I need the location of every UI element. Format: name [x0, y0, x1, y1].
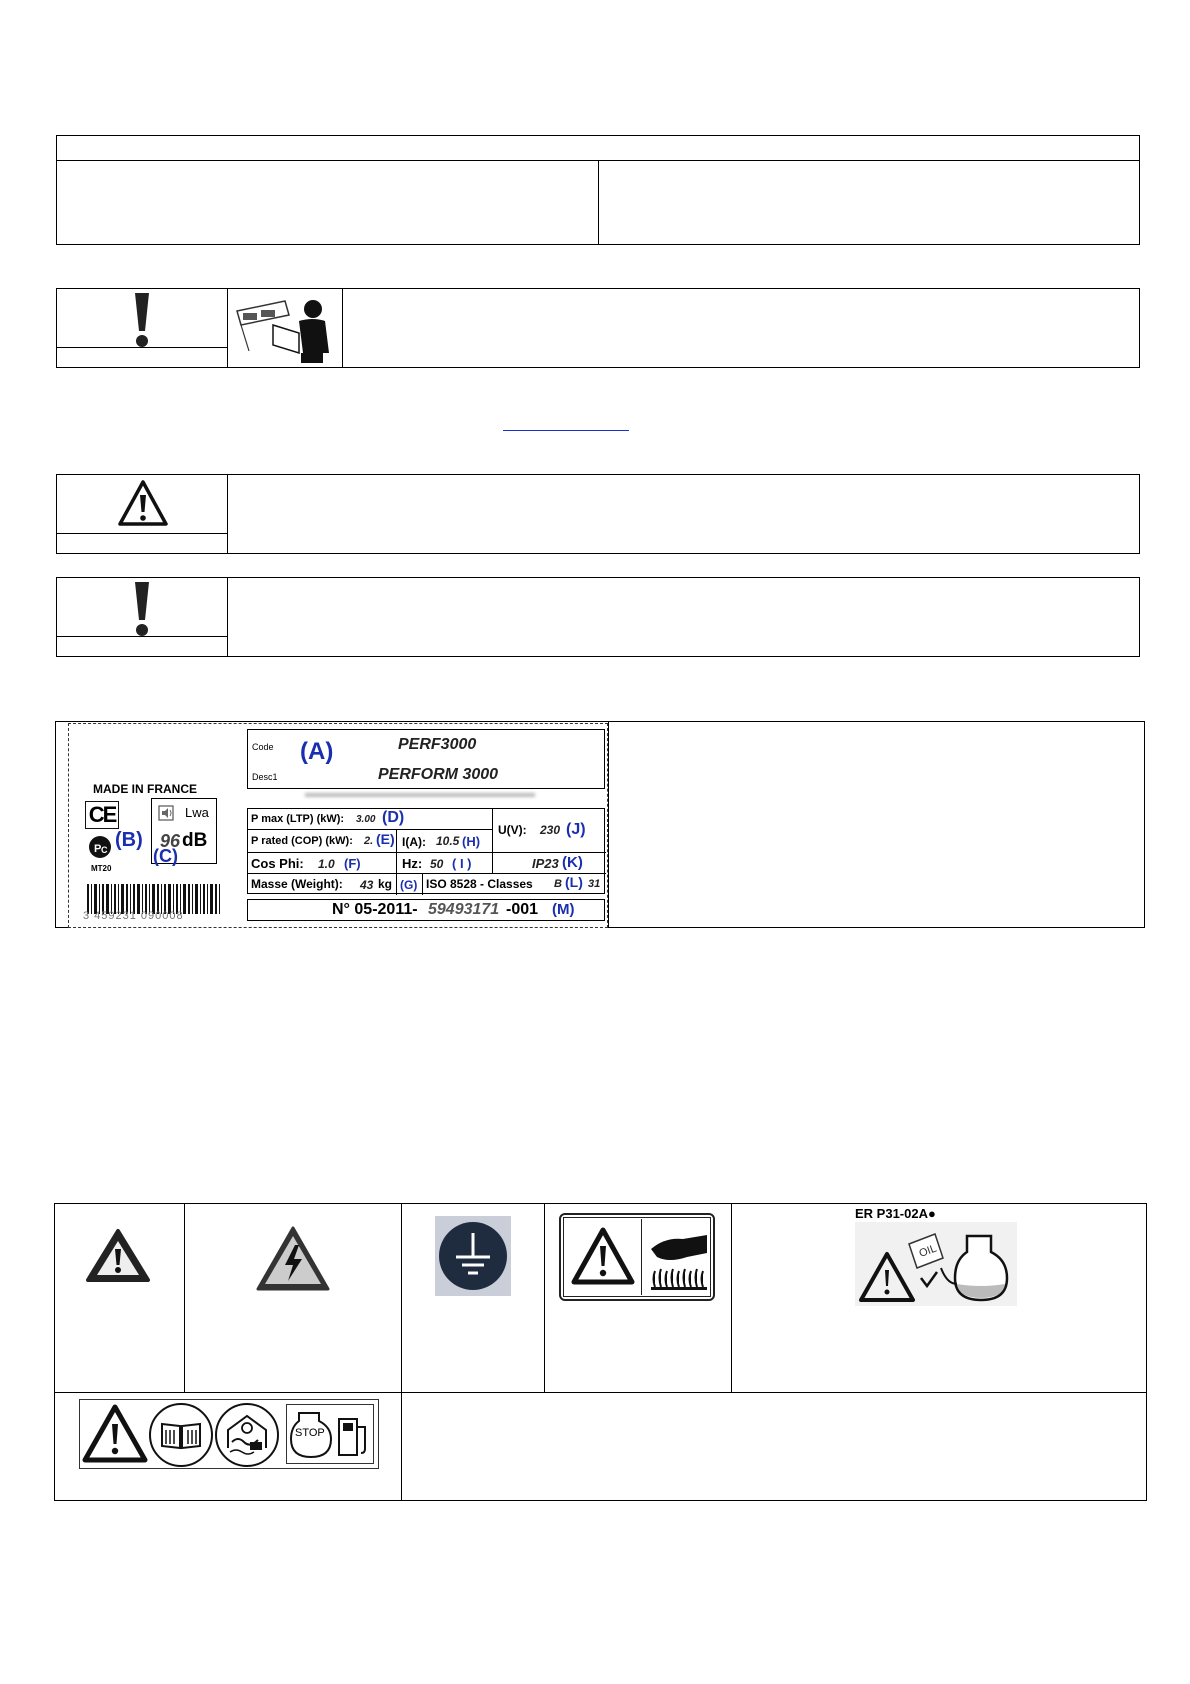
label-letter-a: (A) [300, 738, 334, 765]
db-unit: dB [182, 830, 208, 851]
made-in-label: MADE IN FRANCE [93, 782, 197, 796]
pmax-label: P max (LTP) (kW): [251, 813, 345, 825]
label-letter-m: (M) [552, 901, 575, 918]
instruction-table [56, 288, 1140, 368]
uv-label: U(V): [498, 823, 527, 837]
read-manual-icon [233, 291, 337, 365]
lwa-label: Lwa [185, 805, 209, 820]
pmax-value: 3.00 [356, 814, 376, 825]
read-manual-icon [148, 1402, 214, 1468]
label-letter-l: (L) [565, 874, 583, 890]
mass-label: Masse (Weight): [251, 877, 343, 891]
specs-grid [247, 808, 605, 894]
toxic-fumes-icon [214, 1402, 280, 1468]
desc-value: PERFORM 3000 [378, 766, 499, 783]
combined-safety-label [79, 1399, 379, 1469]
oil-level-icon [855, 1222, 1017, 1306]
label-letter-k: (K) [562, 854, 583, 871]
er-code-label: ER P31-02A● [855, 1206, 936, 1221]
sound-icon [156, 803, 176, 823]
nameplate-table [55, 721, 1145, 928]
hz-label: Hz: [402, 856, 423, 871]
iso-value: B [554, 878, 562, 890]
serial-box [247, 899, 605, 921]
certification-icon [87, 834, 115, 860]
db-value: 96 [160, 831, 181, 851]
uv-value: 230 [540, 823, 561, 837]
prated-value: 2. [364, 835, 374, 847]
ce-mark-icon: CE [85, 801, 119, 829]
cosphi-value: 1.0 [318, 857, 335, 871]
label-letter-e: (E) [376, 831, 395, 847]
notice-table [56, 577, 1140, 657]
exclamation-icon [127, 580, 157, 636]
cosphi-label: Cos Phi: [251, 856, 304, 871]
warning-table [56, 474, 1140, 554]
safety-symbols-table [54, 1203, 1147, 1501]
serial-suffix: -001 [506, 901, 539, 918]
nameplate-image [68, 723, 608, 928]
exclamation-icon [127, 291, 157, 347]
iso-suffix: 31 [588, 878, 601, 890]
code-value: PERF3000 [398, 736, 477, 753]
serial-mid: 59493171 [428, 901, 500, 918]
product-code-box [247, 729, 605, 789]
serial-prefix: N° 05-2011- [332, 901, 418, 918]
refuel-stop-icon [286, 1404, 374, 1464]
ia-label: I(A): [402, 835, 426, 849]
warning-triangle-icon [82, 1404, 148, 1464]
header-table [56, 135, 1140, 245]
label-letter-f: (F) [344, 856, 361, 871]
code-label: Code [252, 742, 274, 752]
hyperlink-underline[interactable] [503, 430, 629, 431]
iso-label: ISO 8528 - Classes [426, 877, 533, 891]
label-letter-j: (J) [566, 821, 586, 838]
label-letter-c: (C) [153, 846, 178, 866]
svg-text:OIL: OIL [917, 1242, 939, 1260]
mass-value: 43 [360, 878, 374, 892]
svg-text:P: P [94, 843, 102, 855]
desc-label: Desc1 [252, 772, 278, 782]
label-letter-g: (G) [400, 878, 418, 892]
label-letter-d: (D) [382, 809, 405, 826]
label-letter-i: ( I ) [452, 856, 472, 871]
ip-value: IP23 [532, 856, 559, 871]
hot-surface-icon [559, 1213, 715, 1301]
hz-value: 50 [430, 857, 444, 871]
prated-label: P rated (COP) (kW): [251, 835, 353, 847]
svg-text:C: C [101, 845, 108, 855]
ia-value: 10.5 [436, 834, 460, 848]
blurred-text [305, 793, 535, 797]
mass-unit: kg [378, 877, 393, 891]
barcode-digits: 3 459231 090008 [83, 910, 184, 922]
earth-ground-icon [435, 1216, 511, 1296]
warning-triangle-icon [117, 479, 169, 527]
label-letter-b: (B) [115, 829, 143, 851]
stop-label: STOP [295, 1427, 325, 1439]
warning-triangle-icon [85, 1228, 151, 1284]
label-letter-h: (H) [462, 834, 481, 849]
electric-hazard-icon [255, 1225, 331, 1293]
mt20-label: MT20 [91, 864, 112, 873]
